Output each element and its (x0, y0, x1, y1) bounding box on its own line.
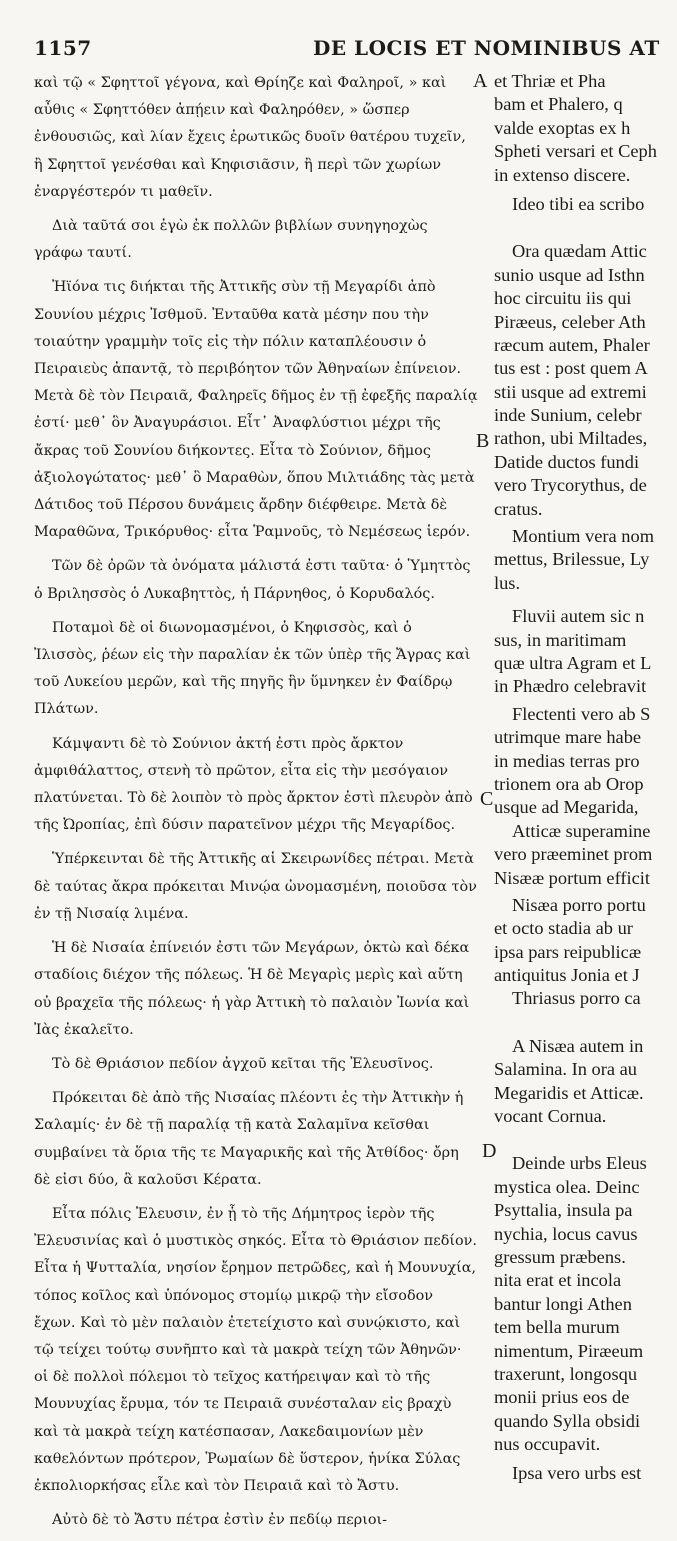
latin-line: cratus. (494, 498, 543, 519)
latin-line: Piræeus, celeber Ath (494, 311, 646, 332)
greek-column (34, 70, 479, 1541)
latin-line: nita erat et incola (494, 1270, 622, 1291)
margin-letter-a: A (473, 70, 488, 92)
greek-paragraph: Ὑπέρκεινται δὲ τῆς Ἀττικῆς αἱ Σκειρωνίδες πέτραι. Μετὰ δὲ ταύτας ἄκρα πρόκειται Μινῴα ὠνομασμένη, ποιοῦσα τὸν ἐν τῇ Νισαίᾳ λιμένα. (34, 851, 477, 922)
latin-line: Flectenti vero ab S (512, 703, 651, 724)
latin-line: traxerunt, longosqu (494, 1363, 638, 1384)
latin-line: Deinde urbs Eleus (512, 1153, 647, 1174)
latin-line: ræcum autem, Phaler (494, 334, 650, 355)
latin-line: vero præeminet prom (494, 844, 653, 865)
latin-line: Fluvii autem sic n (512, 606, 645, 627)
latin-line: Nisæa porro portu (512, 894, 646, 915)
latin-line: tem bella murum (494, 1317, 620, 1338)
greek-paragraph: Ποταμοὶ δὲ οἱ διωνομασμένοι, ὁ Κηφισσὸς, καὶ ὁ Ἰλισσὸς, ῥέων εἰς τὴν παραλίαν ἐκ τῶν ὑπὲρ τῆς Ἄγρας καὶ τοῦ Λυκείου μερῶν, καὶ τῆς πηγῆς ἣν ὕμνηκεν ἐν Φαίδρῳ Πλάτων. (34, 619, 471, 718)
latin-line: nimentum, Piræeum (494, 1340, 644, 1361)
running-title: DE LOCIS ET NOMINIBUS AT (313, 36, 660, 60)
latin-line: usque ad Megarida, (494, 797, 639, 818)
greek-paragraph: Τὸ δὲ Θριάσιον πεδίον ἀγχοῦ κεῖται τῆς Ἐλευσῖνος. (52, 1055, 434, 1072)
greek-paragraph: Διὰ ταῦτά σοι ἐγὼ ἐκ πολλῶν βιβλίων συνηγηοχὼς γράφω ταυτί. (34, 218, 428, 262)
margin-letter-b: B (476, 430, 490, 452)
latin-line: et Thriæ et Pha (494, 71, 606, 91)
latin-line: Thriasus porro ca (512, 988, 641, 1009)
latin-line: monii prius eos de (494, 1387, 630, 1408)
latin-line: quæ ultra Agram et L (494, 652, 652, 673)
greek-paragraph: Ἡ δὲ Νισαία ἐπίνειόν ἐστι τῶν Μεγάρων, ὀκτὼ καὶ δέκα σταδίοις διέχον τῆς πόλεως. Ἡ δὲ Μεγαρὶς μερὶς καὶ αὕτη οὐ βραχεῖα τῆς πόλεως· ἡ γὰρ Ἀττικὴ τὸ παλαιὸν Ἰωνία καὶ Ἰὰς ἐκαλεῖτο. (34, 940, 470, 1038)
margin-letter-c: C (480, 788, 494, 810)
latin-line: antiquitus Jonia et J (494, 965, 640, 986)
latin-line: ipsa pars reipublicæ (494, 941, 642, 962)
greek-paragraph: Κάμψαντι δὲ τὸ Σούνιον ἀκτή ἐστι πρὸς ἄρκτον ἀμφιθάλαττος, στενὴ τὸ πρῶτον, εἶτα εἰς τὴν μεσόγαιον πλατύνεται. Τὸ δὲ λοιπὸν τὸ πρὸς ἄρκτον ἐστὶ πλευρὸν ἀπὸ τῆς Ὠροπίας, ἐπὶ δύσιν παρατεῖνον μέχρι τῆς Μεγαρίδος. (34, 735, 473, 834)
latin-line: mystica olea. Deinc (494, 1176, 640, 1197)
latin-line: in Phædro celebravit (494, 676, 647, 697)
latin-line: bam et Phalero, q (494, 94, 623, 115)
latin-line: Ideo tibi ea scribo (512, 193, 645, 214)
latin-line: hoc circuitu iis qui (494, 288, 632, 309)
latin-line: sunio usque ad Isthn (494, 264, 645, 285)
latin-line: stii usque ad extremi (494, 381, 647, 402)
latin-line: et octo stadia ab ur (494, 918, 633, 939)
greek-paragraph: Πρόκειται δὲ ἀπὸ τῆς Νισαίας πλέοντι ἐς τὴν Ἀττικὴν ἡ Σαλαμίς· ἐν δὲ τῇ παραλίᾳ τῇ κατὰ Σαλαμῖνα κεῖσθαι συμβαίνει τὰ ὅρια τῆς τε Μαγαρικῆς καὶ τῆς Ἀτθίδος· ὄρη δὲ εἰσι δύο, ἃ καλοῦσι Κέρατα. (34, 1090, 464, 1188)
latin-line: vero Trycorythus, de (494, 475, 647, 496)
latin-line: utrimque mare habe (494, 727, 642, 748)
latin-line: Psyttalia, insula pa (494, 1200, 633, 1221)
latin-line: Datide ductos fundi (494, 451, 640, 472)
latin-column (494, 70, 677, 1486)
latin-line: Nisææ portum efficit (494, 867, 650, 888)
latin-line: Megaridis et Atticæ. (494, 1082, 644, 1103)
latin-line: bantur longi Athen (494, 1293, 632, 1314)
latin-line: lus. (494, 572, 521, 593)
latin-line: tus est : post quem A (494, 358, 648, 379)
latin-line: sus, in maritimam (494, 629, 627, 650)
latin-line: quando Sylla obsidi (494, 1410, 641, 1431)
greek-paragraph: Τῶν δὲ ὀρῶν τὰ ὀνόματα μάλιστά ἐστι ταῦτα· ὁ Ὑμηττὸς ὁ Βριλησσὸς ὁ Λυκαβηττὸς, ἡ Πάρνηθος, ὁ Κορυδαλός. (34, 558, 471, 602)
latin-line: Ora quædam Attic (512, 241, 647, 262)
latin-line: nus occupavit. (494, 1434, 601, 1455)
latin-line: Montium vera nom (512, 526, 654, 547)
latin-line: Atticæ superamine (512, 820, 651, 841)
latin-line: Salamina. In ora au (494, 1059, 637, 1080)
latin-line: valde exoptas ex h (494, 117, 631, 138)
latin-line: A Nisæa autem in (512, 1035, 644, 1056)
latin-line: gressum præbens. (494, 1246, 626, 1267)
latin-line: in medias terras pro (494, 750, 640, 771)
latin-line: nychia, locus cavus (494, 1223, 638, 1244)
latin-line: Spheti versari et Ceph (494, 141, 657, 162)
latin-line: in extenso discere. (494, 164, 631, 185)
latin-line: trionem ora ab Orop (494, 773, 644, 794)
greek-paragraph: καὶ τῷ « Σφηττοῖ γέγονα, καὶ Θρίηζε καὶ Φαληροῖ, » καὶ αὖθις « Σφηττόθεν ἀπῄειν καὶ Φαληρόθεν, » ὥσπερ ἐνθουσιῶς, καὶ λίαν ἔχεις ἐρωτικῶς δυοῖν θατέρου τυχεῖν, ἢ Σφηττοῖ γενέσθαι καὶ Κηφισιᾶσιν, ἢ περὶ τῶν χωρίων ἐναργέστερόν τι μαθεῖν. (34, 75, 466, 200)
latin-line: inde Sunium, celebr (494, 405, 642, 426)
latin-line: vocant Cornua. (494, 1106, 607, 1127)
greek-paragraph: Αὐτὸ δὲ τὸ Ἄστυ πέτρα ἐστὶν ἐν πεδίῳ περιοι- (52, 1512, 388, 1529)
page-number: 1157 (34, 36, 92, 60)
margin-letter-d: D (482, 1140, 497, 1162)
latin-line: Ipsa vero urbs est (512, 1463, 642, 1484)
latin-line: rathon, ubi Miltades, (494, 428, 648, 449)
greek-paragraph: Εἶτα πόλις Ἐλευσιν, ἐν ᾗ τὸ τῆς Δήμητρος ἱερὸν τῆς Ἐλευσινίας καὶ ὁ μυστικὸς σηκός. Εἶτα τὸ Θριάσιον πεδίον. Εἶτα ἡ Ψυτταλία, νησίον ἔρημον πετρῶδες, καὶ ἡ Μουνυχία, τόπος κοῖλος καὶ ὑπόνομος στομίῳ μικρῷ τὴν εἴσοδον ἔχων. Καὶ τὸ μὲν παλαιὸν ἐτετείχιστο καὶ συνῴκιστο, καὶ τῷ τείχει τούτῳ συνῆπτο καὶ τὰ μακρὰ τείχη τῶν Ἀθηνῶν· οἱ δὲ πολλοὶ πόλεμοι τὸ τεῖχος κατήρειψαν καὶ τὸ τῆς Μουνυχίας ἔρυμα, τόν τε Πειραιᾶ συνέσταλαν εἰς βραχὺ καὶ τὰ μακρὰ τείχη κατέσπασαν, Λακεδαιμονίων μὲν καθελόντων πρότερον, Ῥωμαίων δὲ ὕστερον, ἡνίκα Σύλας ἐκπολιορκήσας εἷλε καὶ τὸν Πειραιᾶ καὶ τὸ Ἄστυ. (34, 1205, 477, 1494)
latin-line: mettus, Brilessue, Ly (494, 549, 650, 570)
greek-paragraph: Ἠϊόνα τις διήκται τῆς Ἀττικῆς σὺν τῇ Μεγαρίδι ἀπὸ Σουνίου μέχρις Ἰσθμοῦ. Ἐνταῦθα κατὰ μέσην που τὴν τοιαύτην γραμμὴν τοῖς εἰς τὴν πόλιν καταπλέουσιν ὁ Πειραιεὺς ἀπαντᾷ, τὸ περιβόητον τῶν Ἀθηναίων ἐπίνειον. Μετὰ δὲ τὸν Πειραιᾶ, Φαληρεῖς δῆμος ἐν τῇ ἐφεξῆς παραλίᾳ ἐστί· μεθ᾿ ὃν Ἀναγυράσιοι. Εἶτ᾿ Ἀναφλύστιοι μέχρι τῆς ἄκρας τοῦ Σουνίου διήκοντες. Εἶτα τὸ Σούνιον, δῆμος ἀξιολογώτατος· μεθ᾿ ὃ Μαραθὼν, ὅπου Μιλτιάδης τὰς μετὰ Δάτιδος τοῦ Πέρσου δυνάμεις ἄρδην διέφθειρε. Μετὰ δὲ Μαραθῶνα, Τρικόρυθος· εἶτα Ῥαμνοῦς, τὸ Νεμέσεως ἱερόν. (34, 279, 478, 541)
